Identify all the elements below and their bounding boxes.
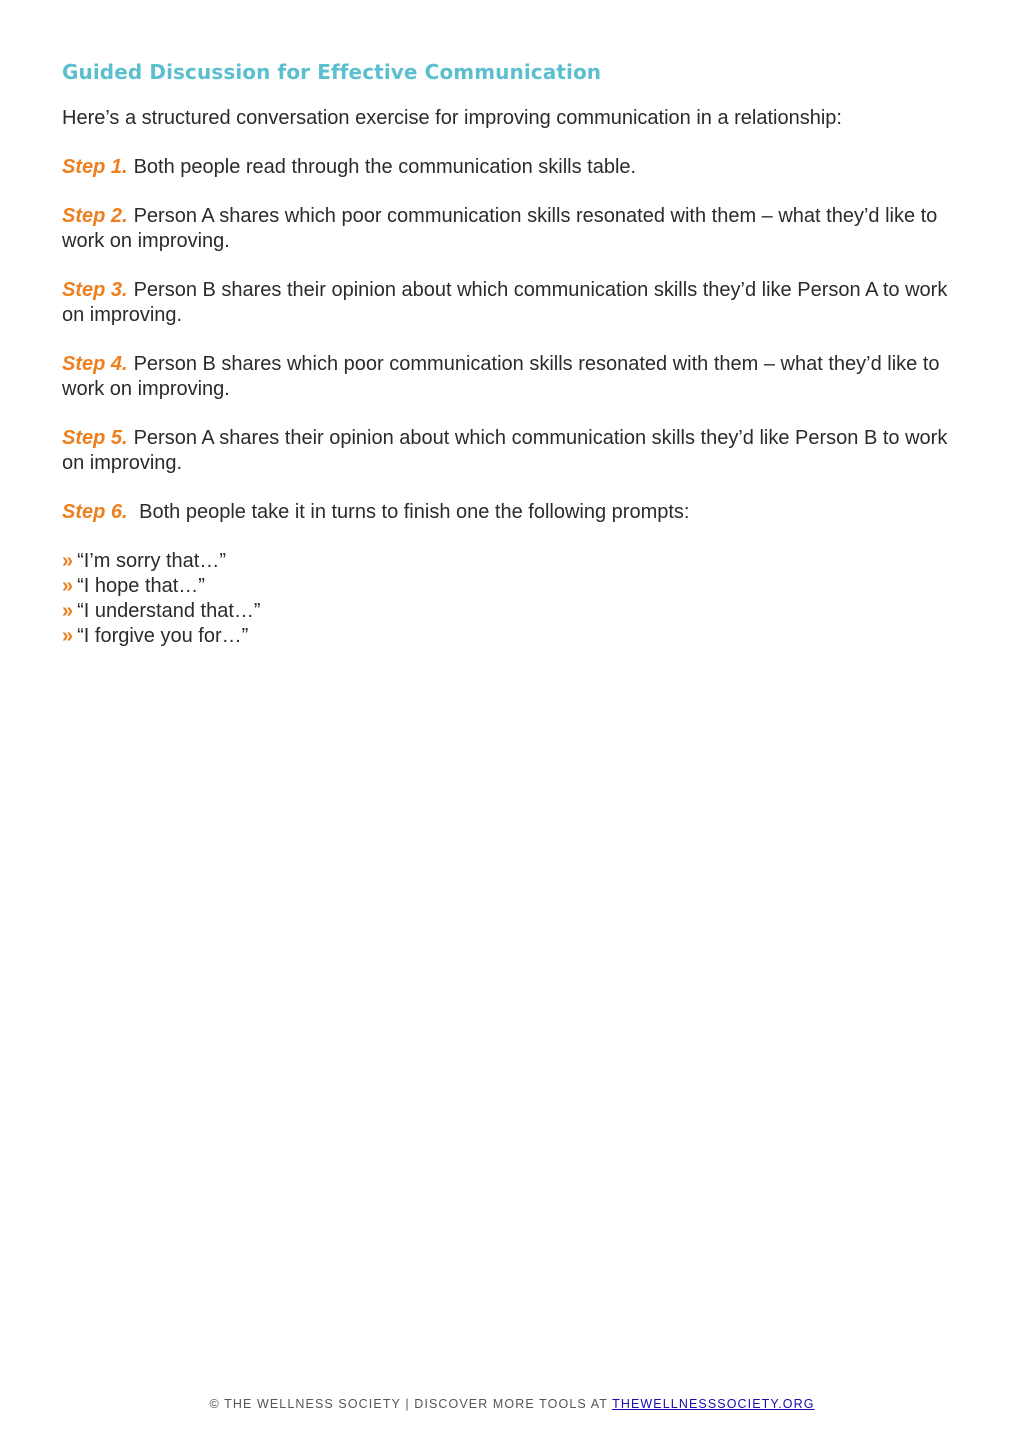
step-6: [62, 500, 962, 525]
page-title: Guided Discussion for Effective Communication: [62, 60, 602, 84]
prompt-list: [62, 549, 962, 649]
step-text: Person A shares their opinion about which communication skills they’d like Person B to work on improving.: [62, 427, 948, 474]
step-label: Step 2.: [62, 205, 128, 227]
step-5: [62, 426, 962, 476]
step-text: Both people read through the communication skills table.: [133, 156, 637, 178]
step-label: Step 5.: [62, 427, 128, 449]
step-label: Step 4.: [62, 353, 128, 375]
step-label: Step 6.: [62, 501, 128, 523]
chevron-bullet-icon: »: [62, 600, 74, 622]
step-4: [62, 352, 962, 402]
prompt-text: “I’m sorry that…”: [77, 550, 227, 572]
page-footer: [0, 1397, 1024, 1411]
chevron-bullet-icon: »: [62, 575, 74, 597]
footer-website-link[interactable]: THEWELLNESSSOCIETY.ORG: [612, 1397, 815, 1411]
prompt-item: [62, 549, 962, 574]
prompt-item: [62, 624, 962, 649]
chevron-bullet-icon: »: [62, 625, 74, 647]
step-label: Step 3.: [62, 279, 128, 301]
chevron-bullet-icon: »: [62, 550, 74, 572]
footer-text: © THE WELLNESS SOCIETY | DISCOVER MORE TOOLS AT: [209, 1397, 608, 1411]
prompt-text: “I forgive you for…”: [77, 625, 249, 647]
step-label: Step 1.: [62, 156, 128, 178]
prompt-text: “I understand that…”: [77, 600, 261, 622]
step-1: [62, 155, 962, 180]
step-3: [62, 278, 962, 328]
intro-paragraph: Here’s a structured conversation exercise for improving communication in a relationship:: [62, 107, 842, 129]
prompt-item: [62, 599, 962, 624]
step-text: Person B shares their opinion about which communication skills they’d like Person A to work on improving.: [62, 279, 948, 326]
prompt-item: [62, 574, 962, 599]
document-page: [62, 60, 962, 649]
step-text: Person A shares which poor communication skills resonated with them – what they’d like to work on improving.: [62, 205, 938, 252]
step-text: Both people take it in turns to finish one the following prompts:: [139, 501, 690, 523]
step-text: Person B shares which poor communication skills resonated with them – what they’d like to work on improving.: [62, 353, 940, 400]
step-2: [62, 204, 962, 254]
prompt-text: “I hope that…”: [77, 575, 205, 597]
